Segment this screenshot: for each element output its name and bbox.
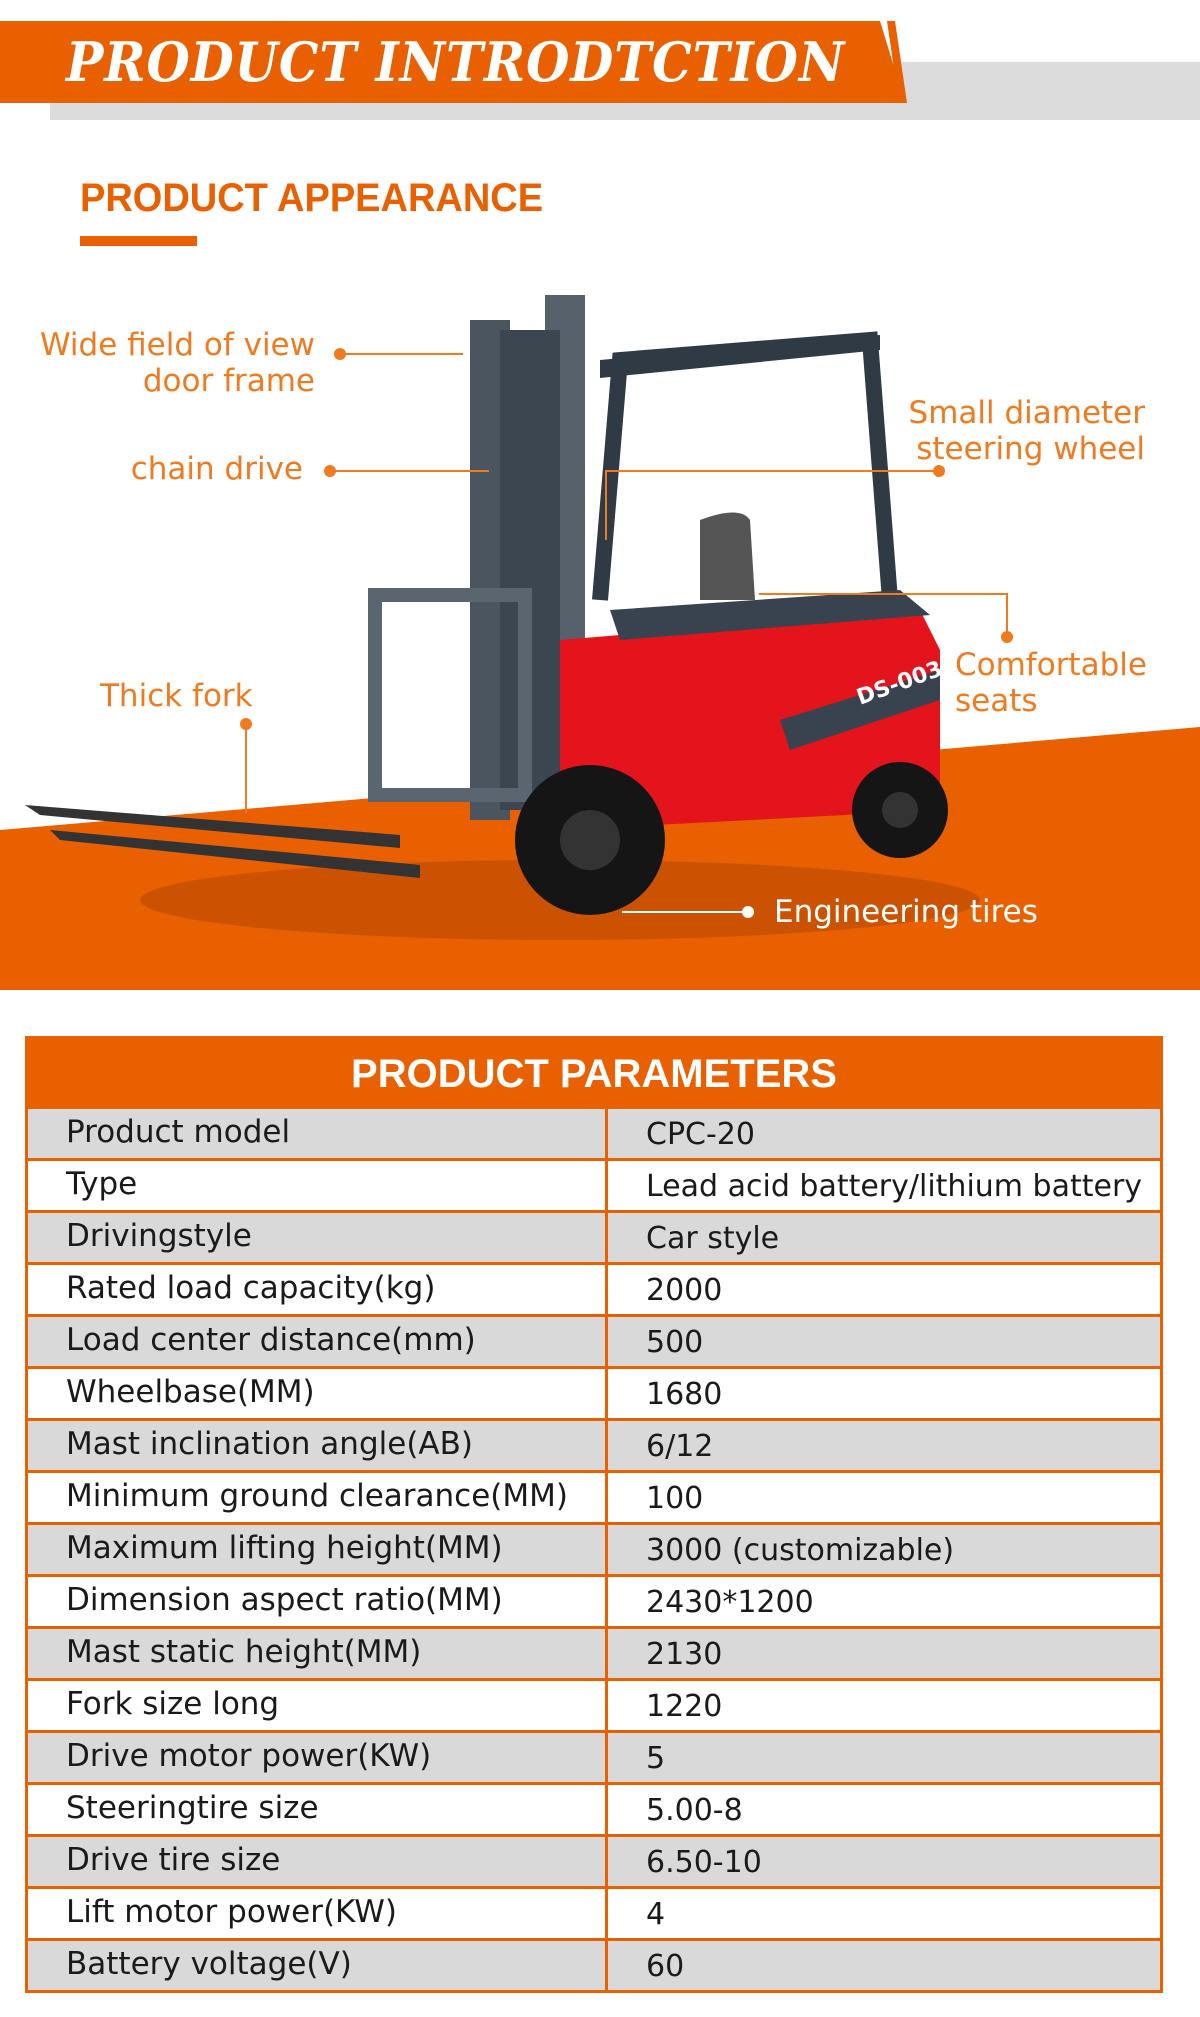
table-row <box>28 1886 1160 1938</box>
param-value: Car style <box>646 1221 780 1256</box>
param-name: Fork size long <box>28 1681 608 1730</box>
param-name: Mast static height(MM) <box>28 1629 608 1678</box>
param-value: 100 <box>646 1481 704 1516</box>
param-name: Type <box>28 1161 608 1210</box>
table-row <box>28 1522 1160 1574</box>
label-seats <box>955 647 1147 719</box>
table-row <box>28 1678 1160 1730</box>
param-value: 2130 <box>646 1637 723 1672</box>
param-name: Load center distance(mm) <box>28 1317 608 1366</box>
table-row <box>28 1782 1160 1834</box>
table-row <box>28 1834 1160 1886</box>
table-row <box>28 1626 1160 1678</box>
param-name: Dimension aspect ratio(MM) <box>28 1577 608 1626</box>
param-value: Lead acid battery/lithium battery <box>646 1169 1143 1204</box>
parameters-title: PRODUCT PARAMETERS <box>28 1036 1160 1106</box>
param-name: Mast inclination angle(AB) <box>28 1421 608 1470</box>
table-row <box>28 1158 1160 1210</box>
label-chain-drive: chain drive <box>130 451 303 487</box>
param-value: 60 <box>646 1949 685 1984</box>
param-value: 6.50-10 <box>646 1845 762 1880</box>
param-value: 3000 (customizable) <box>646 1533 955 1568</box>
table-row <box>28 1470 1160 1522</box>
param-value: 6/12 <box>646 1429 714 1464</box>
table-row <box>28 1574 1160 1626</box>
forklift-photo <box>0 170 1200 990</box>
table-row <box>28 1262 1160 1314</box>
label-steering-wheel <box>909 395 1145 467</box>
label-tires: Engineering tires <box>774 894 1038 930</box>
label-door-frame <box>40 327 315 399</box>
param-name: Lift motor power(KW) <box>28 1889 608 1938</box>
page-title: PRODUCT INTRODTCTION <box>66 30 846 94</box>
table-row <box>28 1210 1160 1262</box>
label-text: Wide field of view <box>39 327 315 363</box>
parameters-table <box>25 1036 1163 1993</box>
param-name: Drivingstyle <box>28 1213 608 1262</box>
label-thick-fork: Thick fork <box>100 678 253 714</box>
param-value: 4 <box>646 1897 666 1932</box>
table-row <box>28 1366 1160 1418</box>
param-value: 2000 <box>646 1273 723 1308</box>
param-name: Drive tire size <box>28 1837 608 1886</box>
param-value: 2430*1200 <box>646 1585 814 1620</box>
section-title-appearance: PRODUCT APPEARANCE <box>80 176 544 220</box>
table-row <box>28 1314 1160 1366</box>
label-text: Small diameter <box>908 395 1145 431</box>
param-name: Steeringtire size <box>28 1785 608 1834</box>
param-name: Wheelbase(MM) <box>28 1369 608 1418</box>
label-text: seats <box>955 683 1038 719</box>
label-text: door frame <box>142 363 315 399</box>
param-name: Product model <box>28 1109 608 1158</box>
param-value: 1220 <box>646 1689 723 1724</box>
seat <box>700 513 755 601</box>
label-text: steering wheel <box>916 431 1145 467</box>
table-row <box>28 1418 1160 1470</box>
param-name: Maximum lifting height(MM) <box>28 1525 608 1574</box>
param-value: 1680 <box>646 1377 723 1412</box>
param-value: 5.00-8 <box>646 1793 743 1828</box>
param-name: Battery voltage(V) <box>28 1941 608 1990</box>
param-name: Rated load capacity(kg) <box>28 1265 608 1314</box>
param-value: CPC-20 <box>646 1117 755 1152</box>
param-value: 500 <box>646 1325 704 1360</box>
label-text: Comfortable <box>955 647 1147 683</box>
param-name: Minimum ground clearance(MM) <box>28 1473 608 1522</box>
table-row <box>28 1106 1160 1158</box>
param-value: 5 <box>646 1741 666 1776</box>
param-name: Drive motor power(KW) <box>28 1733 608 1782</box>
table-row <box>28 1938 1160 1990</box>
table-row <box>28 1730 1160 1782</box>
vehicle-marking: DS-003 <box>853 656 946 711</box>
